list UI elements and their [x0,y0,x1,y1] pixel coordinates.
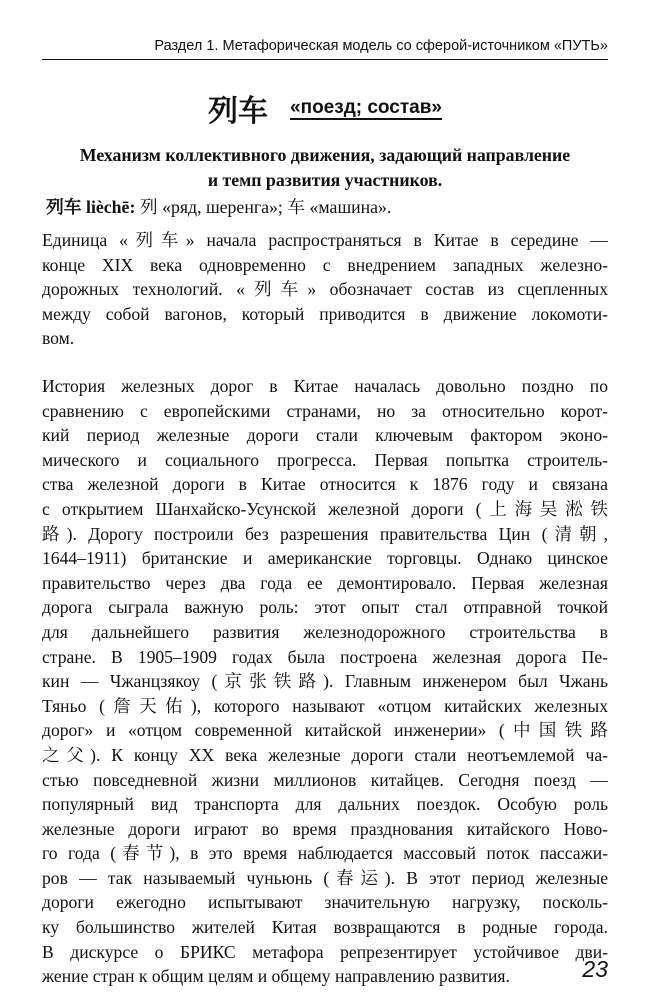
paragraph-history [42,374,608,989]
text-line: для дальнейшего развития железнодорожного строительства в [42,621,608,642]
text-line: Единица «列车» начала распространяться в Китае в середине — [42,230,608,250]
text-line: мического и социального прогресса. Первая попытка строитель- [42,449,608,470]
text-line: конце XIX века одновременно с внедрением западных железно- [42,254,608,275]
entry-heading [0,86,650,130]
text-line: 1644–1911) британские и американские торговцы. Однако цинское [42,548,608,569]
text-line: 之父). К концу XX века железные дороги стали неотъемлемой ча- [42,744,608,765]
text-line: го года (春节), в это время наблюдается массовый поток пассажи- [42,843,608,864]
entry-etymology [46,194,608,219]
text-line: ров — так называемый чуньюнь (春运). В этот период железные [42,867,608,888]
definition-line: и темп развития участников. [207,170,443,190]
text-line: кин — Чжанцзякоу (京张铁路). Главным инженером был Чжань [42,671,608,692]
text-line: вом. [42,328,75,349]
text-line: 路). Дорогу построили без разрешения правительства Цин (清朝, [42,523,608,544]
paragraph-intro [42,228,608,351]
text-line: дорога сыграла важную роль: этот опыт стал отправной точкой [42,597,608,618]
text-line: стью повседневной жизни миллионов китайцев. Сегодня поезд — [42,769,608,790]
text-line: дорожных технологий. «列车» обозначает состав из сцепленных [42,279,608,300]
text-line: дорог» и «отцом современной китайской инженерии» (中国铁路 [42,720,608,741]
text-line: кий период железные дороги стали ключевым фактором эконо- [42,425,608,446]
text-line: между собой вагонов, который приводится в движение локомоти- [42,303,608,324]
text-line: ства железной дороги в Китае относится к 1876 году и связана [42,474,608,495]
etymology-text: 列 «ряд, шеренга»; 车 «машина». [135,197,392,217]
text-line: В дискурсе о БРИКС метафора репрезентирует устойчивое дви- [42,941,608,962]
text-line: ку большинство жителей Китая возвращаются в родные города. [42,917,608,938]
text-line: дороги ежегодно испытывают значительную нагрузку, посколь- [42,892,608,913]
definition-line: Механизм коллективного движения, задающий направление [79,145,571,165]
entry-definition [42,143,608,193]
entry-gloss: «поезд; состав» [290,97,442,118]
running-header: Раздел 1. Метафорическая модель со сферой-источником «ПУТЬ» [42,38,608,60]
etymology-term: 列车 lièchē: [46,197,136,217]
text-line: История железных дорог в Китае началась довольно поздно по [42,376,608,396]
text-line: популярный вид транспорта для дальних поездок. Особую роль [42,794,608,815]
text-line: железные дороги играют во время празднования китайского Ново- [42,818,608,839]
text-line: жение стран к общим целям и общему направлению развития. [42,966,510,987]
text-line: с открытием Шанхайско-Усунской железной дороги (上海吴淞铁 [42,498,608,519]
text-line: правительство через два года ее демонтировало. Первая железная [42,572,608,593]
text-line: Тяньо (詹天佑), которого называют «отцом китайских железных [42,695,608,716]
page-number: 23 [582,956,608,982]
text-line: сравнению с европейскими странами, но за относительно корот- [42,400,608,421]
entry-hanzi: 列车 [208,94,269,129]
text-line: стране. В 1905–1909 годах была построена железная дорога Пе- [42,646,608,667]
